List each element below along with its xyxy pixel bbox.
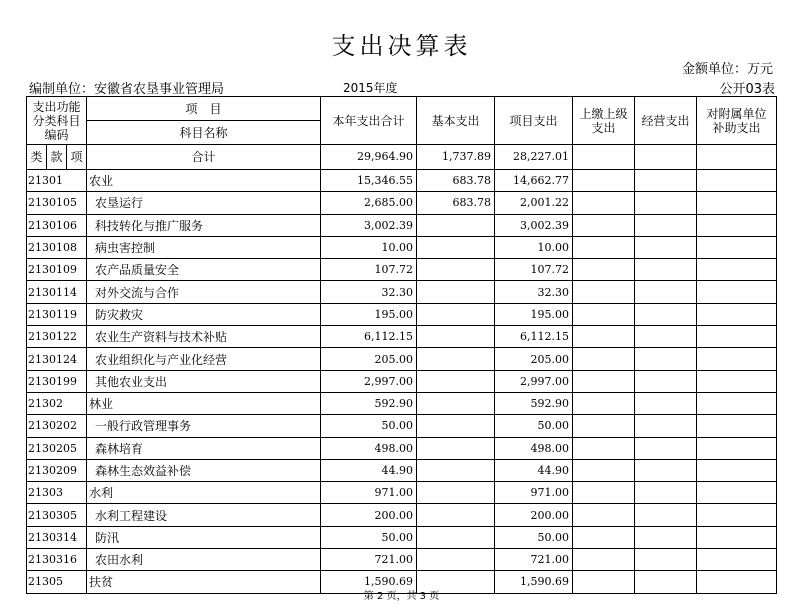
table-row (27, 214, 777, 236)
header-basic: 基本支出 (417, 97, 495, 145)
project-amount: 971.00 (495, 482, 573, 504)
subject-name: 农田水利 (87, 549, 321, 571)
total-amount: 498.00 (321, 437, 417, 459)
upload-amount (573, 392, 635, 414)
total-amount: 107.72 (321, 259, 417, 281)
total-basic: 1,737.89 (417, 145, 495, 170)
table-row (27, 437, 777, 459)
project-amount: 205.00 (495, 348, 573, 370)
basic-amount (417, 326, 495, 348)
table-row (27, 504, 777, 526)
table-row (27, 526, 777, 548)
subject-code: 2130314 (27, 526, 87, 548)
subject-code: 2130108 (27, 236, 87, 258)
business-amount (635, 370, 697, 392)
total-amount: 971.00 (321, 482, 417, 504)
subject-name: 其他农业支出 (87, 370, 321, 392)
page-indicator: 第 2 页，共 3 页 (363, 591, 440, 602)
subject-code: 2130316 (27, 549, 87, 571)
table-row (27, 192, 777, 214)
table-row (27, 236, 777, 258)
table-row (27, 459, 777, 481)
subject-name: 森林培育 (87, 437, 321, 459)
table-row (27, 370, 777, 392)
subsidy-amount (697, 326, 777, 348)
business-amount (635, 192, 697, 214)
total-amount: 50.00 (321, 526, 417, 548)
basic-amount (417, 370, 495, 392)
total-amount: 2,685.00 (321, 192, 417, 214)
subject-code: 2130105 (27, 192, 87, 214)
project-amount: 195.00 (495, 303, 573, 325)
upload-amount (573, 482, 635, 504)
business-amount (635, 214, 697, 236)
subsidy-amount (697, 504, 777, 526)
subject-name: 森林生态效益补偿 (87, 459, 321, 481)
table-row (27, 482, 777, 504)
subsidy-amount (697, 259, 777, 281)
table-row (27, 281, 777, 303)
business-amount (635, 482, 697, 504)
table-row (27, 549, 777, 571)
basic-amount (417, 504, 495, 526)
subsidy-amount (697, 303, 777, 325)
project-amount: 592.90 (495, 392, 573, 414)
subject-name: 水利 (87, 482, 321, 504)
business-amount (635, 348, 697, 370)
subject-name: 病虫害控制 (87, 236, 321, 258)
header-upload: 上缴上级支出 (573, 97, 635, 145)
business-amount (635, 236, 697, 258)
header-project: 项 目 (87, 97, 321, 121)
total-amount: 200.00 (321, 504, 417, 526)
basic-amount (417, 437, 495, 459)
upload-amount (573, 192, 635, 214)
subject-name: 防灾救灾 (87, 303, 321, 325)
subject-code: 2130305 (27, 504, 87, 526)
table-row (27, 326, 777, 348)
subsidy-amount (697, 392, 777, 414)
business-amount (635, 526, 697, 548)
subject-code: 2130124 (27, 348, 87, 370)
total-proj: 28,227.01 (495, 145, 573, 170)
upload-amount (573, 459, 635, 481)
subsidy-amount (697, 281, 777, 303)
subject-code: 21301 (27, 170, 87, 192)
subsidy-amount (697, 236, 777, 258)
business-amount (635, 437, 697, 459)
basic-amount (417, 348, 495, 370)
business-amount (635, 259, 697, 281)
upload-amount (573, 259, 635, 281)
total-amount: 195.00 (321, 303, 417, 325)
total-amount: 32.30 (321, 281, 417, 303)
subsidy-amount (697, 437, 777, 459)
basic-amount (417, 459, 495, 481)
subsidy-amount (697, 192, 777, 214)
business-amount (635, 459, 697, 481)
reporting-unit: 编制单位：安徽省农垦事业管理局 (29, 82, 225, 97)
header-subject-name: 科目名称 (87, 121, 321, 145)
header-subsidy: 对附属单位补助支出 (697, 97, 777, 145)
subsidy-amount (697, 348, 777, 370)
subject-name: 水利工程建设 (87, 504, 321, 526)
business-amount (635, 303, 697, 325)
expenditure-table (26, 96, 777, 594)
project-amount: 14,662.77 (495, 170, 573, 192)
table-body (27, 170, 777, 594)
header-func-class: 支出功能分类科目编码 (27, 97, 87, 145)
table-row (27, 392, 777, 414)
upload-amount (573, 415, 635, 437)
business-amount (635, 549, 697, 571)
subject-code: 2130199 (27, 370, 87, 392)
upload-amount (573, 370, 635, 392)
business-amount (635, 415, 697, 437)
upload-amount (573, 549, 635, 571)
basic-amount (417, 392, 495, 414)
header-lei: 类 (27, 145, 47, 170)
subject-code: 21303 (27, 482, 87, 504)
table-row (27, 348, 777, 370)
form-code: 公开03表 (719, 82, 775, 97)
subject-name: 农业生产资料与技术补贴 (87, 326, 321, 348)
subject-code: 2130205 (27, 437, 87, 459)
subject-code: 2130209 (27, 459, 87, 481)
total-label: 合计 (87, 145, 321, 170)
basic-amount (417, 526, 495, 548)
total-sum: 29,964.90 (321, 145, 417, 170)
basic-amount (417, 303, 495, 325)
basic-amount: 683.78 (417, 170, 495, 192)
header-xiang: 项 (67, 145, 87, 170)
subsidy-amount (697, 214, 777, 236)
total-amount: 205.00 (321, 348, 417, 370)
subsidy-amount (697, 170, 777, 192)
basic-amount (417, 259, 495, 281)
table-row (27, 170, 777, 192)
project-amount: 50.00 (495, 526, 573, 548)
business-amount (635, 326, 697, 348)
project-amount: 2,997.00 (495, 370, 573, 392)
business-amount (635, 170, 697, 192)
header-total: 本年支出合计 (321, 97, 417, 145)
upload-amount (573, 170, 635, 192)
project-amount: 200.00 (495, 504, 573, 526)
subject-name: 农业 (87, 170, 321, 192)
upload-amount (573, 326, 635, 348)
total-upload (573, 145, 635, 170)
project-amount: 3,002.39 (495, 214, 573, 236)
subject-name: 林业 (87, 392, 321, 414)
subject-code: 2130202 (27, 415, 87, 437)
basic-amount (417, 549, 495, 571)
basic-amount (417, 236, 495, 258)
project-amount: 107.72 (495, 259, 573, 281)
business-amount (635, 392, 697, 414)
subject-name: 防汛 (87, 526, 321, 548)
report-title: 支出决算表 (331, 32, 472, 60)
basic-amount: 683.78 (417, 192, 495, 214)
project-amount: 1,590.69 (495, 571, 573, 593)
subject-code: 2130106 (27, 214, 87, 236)
upload-amount (573, 236, 635, 258)
fiscal-year: 2015年度 (343, 81, 398, 95)
table-row (27, 259, 777, 281)
upload-amount (573, 504, 635, 526)
subsidy-amount (697, 549, 777, 571)
subject-code: 2130119 (27, 303, 87, 325)
total-amount: 3,002.39 (321, 214, 417, 236)
total-amount: 15,346.55 (321, 170, 417, 192)
upload-amount (573, 281, 635, 303)
subject-name: 扶贫 (87, 571, 321, 593)
subject-code: 21302 (27, 392, 87, 414)
total-amount: 6,112.15 (321, 326, 417, 348)
total-amount: 592.90 (321, 392, 417, 414)
upload-amount (573, 526, 635, 548)
subject-code: 2130109 (27, 259, 87, 281)
table-row (27, 303, 777, 325)
table-row (27, 415, 777, 437)
table-header (27, 97, 777, 170)
upload-amount (573, 214, 635, 236)
subject-name: 农业组织化与产业化经营 (87, 348, 321, 370)
total-amount: 721.00 (321, 549, 417, 571)
header-proj: 项目支出 (495, 97, 573, 145)
total-subsidy (697, 145, 777, 170)
subject-code: 2130122 (27, 326, 87, 348)
subsidy-amount (697, 370, 777, 392)
subject-code: 2130114 (27, 281, 87, 303)
subject-name: 对外交流与合作 (87, 281, 321, 303)
subsidy-amount (697, 526, 777, 548)
total-amount: 50.00 (321, 415, 417, 437)
total-amount: 10.00 (321, 236, 417, 258)
subsidy-amount (697, 482, 777, 504)
header-business: 经营支出 (635, 97, 697, 145)
basic-amount (417, 214, 495, 236)
total-amount: 1,590.69 (321, 571, 417, 593)
subject-name: 农产品质量安全 (87, 259, 321, 281)
subject-name: 农垦运行 (87, 192, 321, 214)
business-amount (635, 504, 697, 526)
basic-amount (417, 482, 495, 504)
project-amount: 721.00 (495, 549, 573, 571)
basic-amount (417, 281, 495, 303)
project-amount: 32.30 (495, 281, 573, 303)
total-amount: 44.90 (321, 459, 417, 481)
amount-unit: 金额单位：万元 (681, 62, 773, 77)
subsidy-amount (697, 415, 777, 437)
subject-name: 一般行政管理事务 (87, 415, 321, 437)
basic-amount (417, 415, 495, 437)
upload-amount (573, 437, 635, 459)
subject-name: 科技转化与推广服务 (87, 214, 321, 236)
subsidy-amount (697, 459, 777, 481)
project-amount: 10.00 (495, 236, 573, 258)
project-amount: 6,112.15 (495, 326, 573, 348)
project-amount: 50.00 (495, 415, 573, 437)
business-amount (635, 281, 697, 303)
project-amount: 44.90 (495, 459, 573, 481)
header-kuan: 款 (47, 145, 67, 170)
total-business (635, 145, 697, 170)
subject-code: 21305 (27, 571, 87, 593)
total-amount: 2,997.00 (321, 370, 417, 392)
project-amount: 2,001.22 (495, 192, 573, 214)
project-amount: 498.00 (495, 437, 573, 459)
upload-amount (573, 348, 635, 370)
upload-amount (573, 303, 635, 325)
